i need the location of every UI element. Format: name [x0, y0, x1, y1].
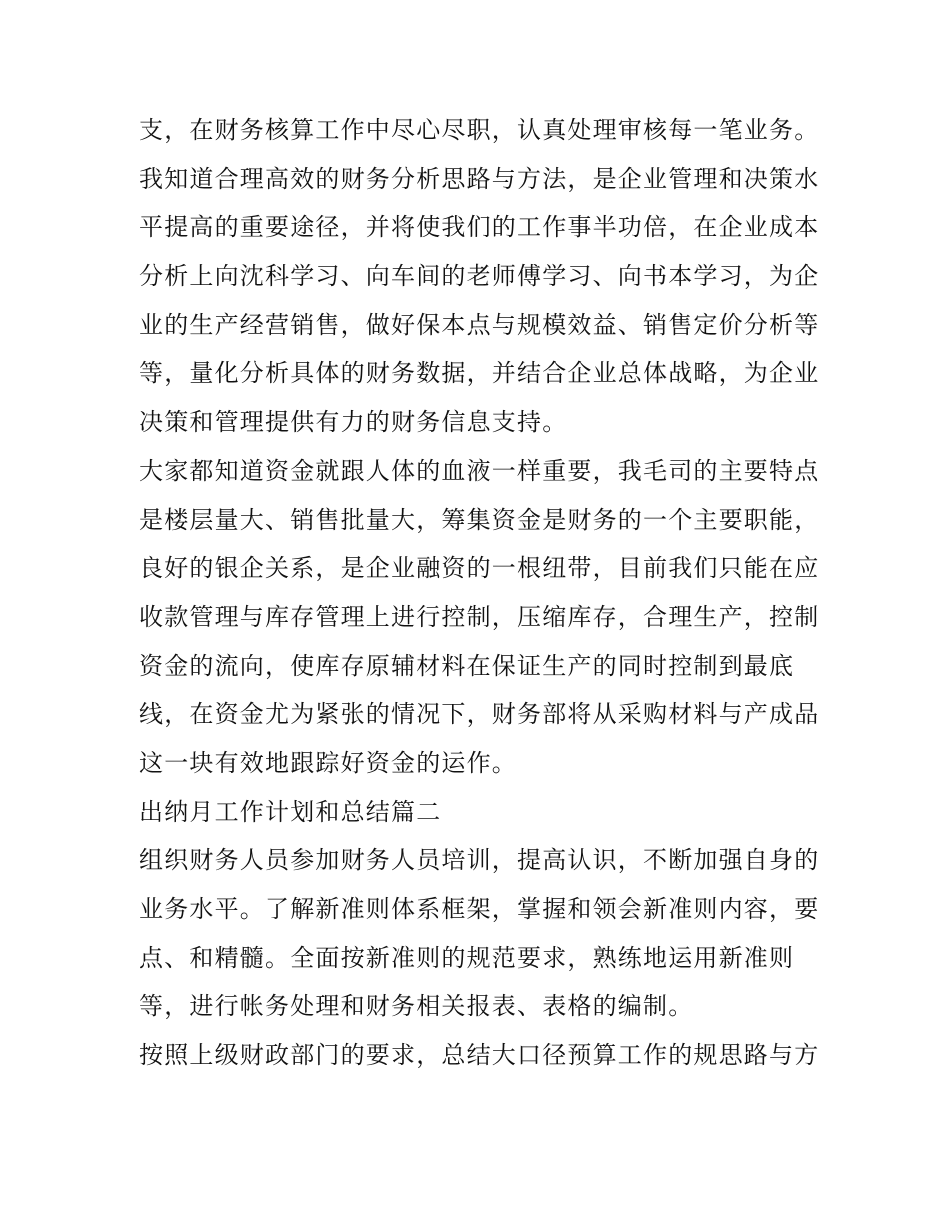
section-heading: 出纳月工作计划和总结篇二	[139, 797, 442, 826]
text-line: 组织财务人员参加财务人员培训，提高认识，不断加强自身的	[139, 846, 820, 875]
text-line: 资金的流向，使库存原辅材料在保证生产的同时控制到最底	[139, 651, 795, 680]
body-text	[139, 106, 819, 1080]
text-line: 收款管理与库存管理上进行控制，压缩库存，合理生产，控制	[139, 602, 820, 631]
text-line: 等，进行帐务处理和财务相关报表、表格的编制。	[139, 992, 694, 1021]
text-line: 平提高的重要途径，并将使我们的工作事半功倍，在企业成本	[139, 213, 820, 242]
text-line: 业的生产经营销售，做好保本点与规模效益、销售定价分析等	[139, 310, 820, 339]
text-line: 良好的银企关系，是企业融资的一根纽带，目前我们只能在应	[139, 554, 820, 583]
text-line: 大家都知道资金就跟人体的血液一样重要，我毛司的主要特点	[139, 456, 820, 485]
text-line: 支，在财务核算工作中尽心尽职，认真处理审核每一笔业务。	[139, 116, 820, 144]
text-line: 分析上向沈科学习、向车间的老师傅学习、向书本学习，为企	[139, 262, 820, 291]
text-line: 我知道合理高效的财务分析思路与方法，是企业管理和决策水	[139, 164, 820, 193]
text-line: 决策和管理提供有力的财务信息支持。	[139, 408, 568, 437]
text-line: 业务水平。了解新准则体系框架，掌握和领会新准则内容，要	[139, 895, 820, 923]
text-line: 按照上级财政部门的要求，总结大口径预算工作的规思路与方	[139, 1041, 820, 1070]
text-line: 等，量化分析具体的财务数据，并结合企业总体战略，为企业	[139, 359, 820, 388]
text-line: 点、和精髓。全面按新准则的规范要求，熟练地运用新准则	[139, 943, 795, 972]
text-line: 线，在资金尤为紧张的情况下，财务部将从采购材料与产成品	[139, 700, 820, 729]
text-line: 是楼层量大、销售批量大，筹集资金是财务的一个主要职能，	[139, 505, 820, 534]
text-line: 这一块有效地跟踪好资金的运作。	[139, 748, 517, 777]
